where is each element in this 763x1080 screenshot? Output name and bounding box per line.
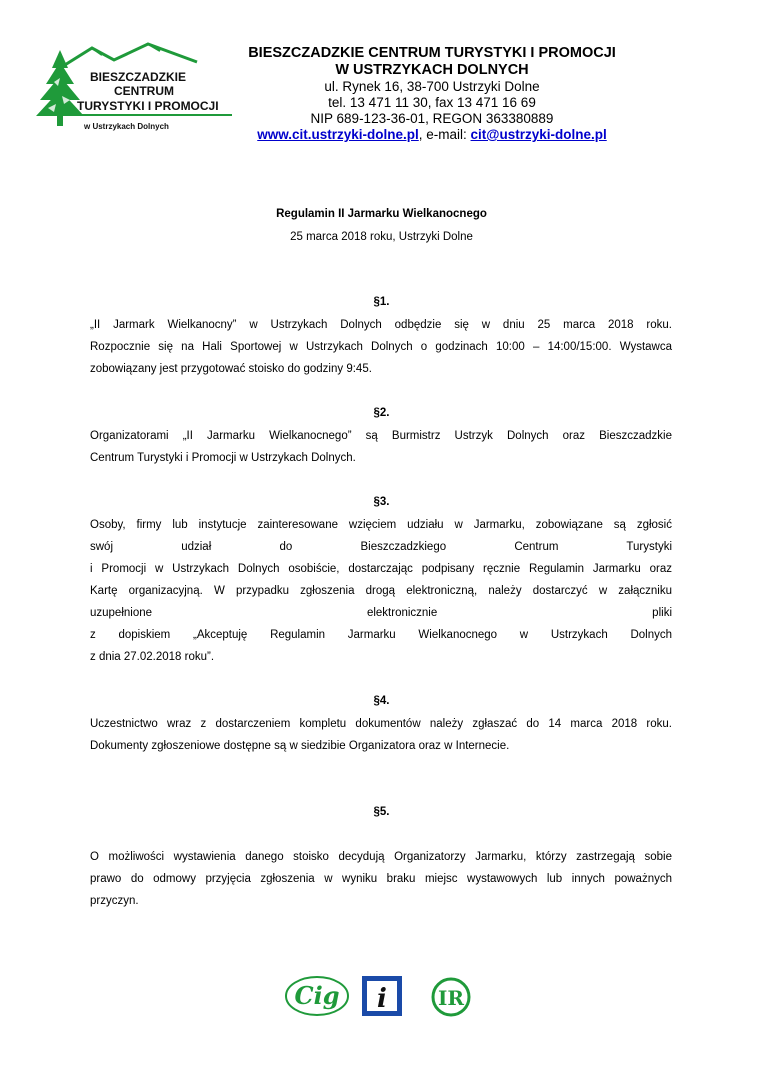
cig-logo <box>284 974 350 1018</box>
section-1-line: Rozpocznie się na Hali Sportowej w Ustrzykach Dolnych o godzinach 10:00 – 14:00/15:00. Wystawca <box>90 341 672 353</box>
org-address: ul. Rynek 16, 38-700 Ustrzyki Dolne <box>324 79 540 94</box>
ir-logo-text: IR <box>438 986 464 1010</box>
section-2-heading: §2. <box>373 407 390 419</box>
website-link[interactable]: www.cit.ustrzyki-dolne.pl <box>257 127 419 142</box>
section-2-line: Organizatorami „II Jarmarku Wielkanocnego” są Burmistrz Ustrzyk Dolnych oraz Bieszczadzkie <box>90 430 672 442</box>
letterhead <box>232 45 632 143</box>
organization-logo <box>22 38 234 138</box>
section-4-line: Dokumenty zgłoszeniowe dostępne są w siedzibie Organizatora oraz w Internecie. <box>90 740 510 752</box>
section-3-heading: §3. <box>373 496 390 508</box>
section-3-line: z dopiskiem „Akceptuję Regulamin Jarmarku Wielkanocnego w Ustrzykach Dolnych <box>90 629 672 641</box>
section-2-line: Centrum Turystyki i Promocji w Ustrzykach Dolnych. <box>90 452 356 464</box>
section-1-heading: §1. <box>373 296 390 308</box>
section-1-line: zobowiązany jest przygotować stoisko do godziny 9:45. <box>90 363 372 375</box>
info-logo-text: i <box>377 984 387 1014</box>
email-link[interactable]: cit@ustrzyki-dolne.pl <box>470 127 607 142</box>
section-5-body <box>90 846 672 912</box>
section-1-body <box>90 314 672 380</box>
section-3-line: swój udział do Bieszczadzkiego Centrum Turystyki <box>90 541 672 553</box>
section-5-line: O możliwości wystawienia danego stoisko decydują Organizatorzy Jarmarku, którzy zastrzegają sobie <box>90 851 672 863</box>
org-name-line1: BIESZCZADZKIE CENTRUM TURYSTYKI I PROMOCJI <box>248 45 616 61</box>
section-5-heading: §5. <box>373 806 390 818</box>
section-3-line: z dnia 27.02.2018 roku”. <box>90 651 215 663</box>
section-3-line: uzupełnione elektronicznie pliki <box>90 607 672 619</box>
logo-text-3: TURYSTYKI I PROMOCJI <box>77 99 219 113</box>
org-phone: tel. 13 471 11 30, fax 13 471 16 69 <box>328 95 536 110</box>
document-subtitle: 25 marca 2018 roku, Ustrzyki Dolne <box>290 231 473 243</box>
org-ids: NIP 689-123-36-01, REGON 363380889 <box>310 111 554 126</box>
org-name-line2: W USTRZYKACH DOLNYCH <box>335 62 529 78</box>
cig-logo-text: Cig <box>294 981 340 1010</box>
info-logo <box>361 975 403 1017</box>
section-3-body <box>90 514 672 668</box>
org-contact-line <box>232 127 632 143</box>
section-4-body <box>90 713 672 757</box>
ir-logo <box>430 977 472 1017</box>
logo-text-2: CENTRUM <box>114 84 174 98</box>
section-3-line: Kartę organizacyjną. W przypadku zgłoszenia drogą elektroniczną, należy dostarczyć w załączniku <box>90 585 672 597</box>
email-label: , e-mail: <box>418 127 471 142</box>
section-5-line: prawo do odmowy przyjęcia zgłoszenia w wyniku braku miejsc wystawowych lub innych poważnych <box>90 873 672 885</box>
logo-text-1: BIESZCZADZKIE <box>90 70 186 84</box>
section-3-line: Osoby, firmy lub instytucje zainteresowane wzięciem udziału w Jarmarku, zobowiązane są zgłosić <box>90 519 672 531</box>
section-2-body <box>90 425 672 469</box>
section-5-line: przyczyn. <box>90 895 139 907</box>
section-4-line: Uczestnictwo wraz z dostarczeniem kompletu dokumentów należy zgłaszać do 14 marca 2018 roku. <box>90 718 672 730</box>
section-4-heading: §4. <box>373 695 390 707</box>
logo-text-4: w Ustrzykach Dolnych <box>84 122 169 131</box>
section-1-line: „II Jarmark Wielkanocny” w Ustrzykach Dolnych odbędzie się w dniu 25 marca 2018 roku. <box>90 319 672 331</box>
section-3-line: i Promocji w Ustrzykach Dolnych osobiście, dostarczając podpisany ręcznie Regulamin Jarmarku oraz <box>90 563 672 575</box>
document-title: Regulamin II Jarmarku Wielkanocnego <box>276 208 487 220</box>
